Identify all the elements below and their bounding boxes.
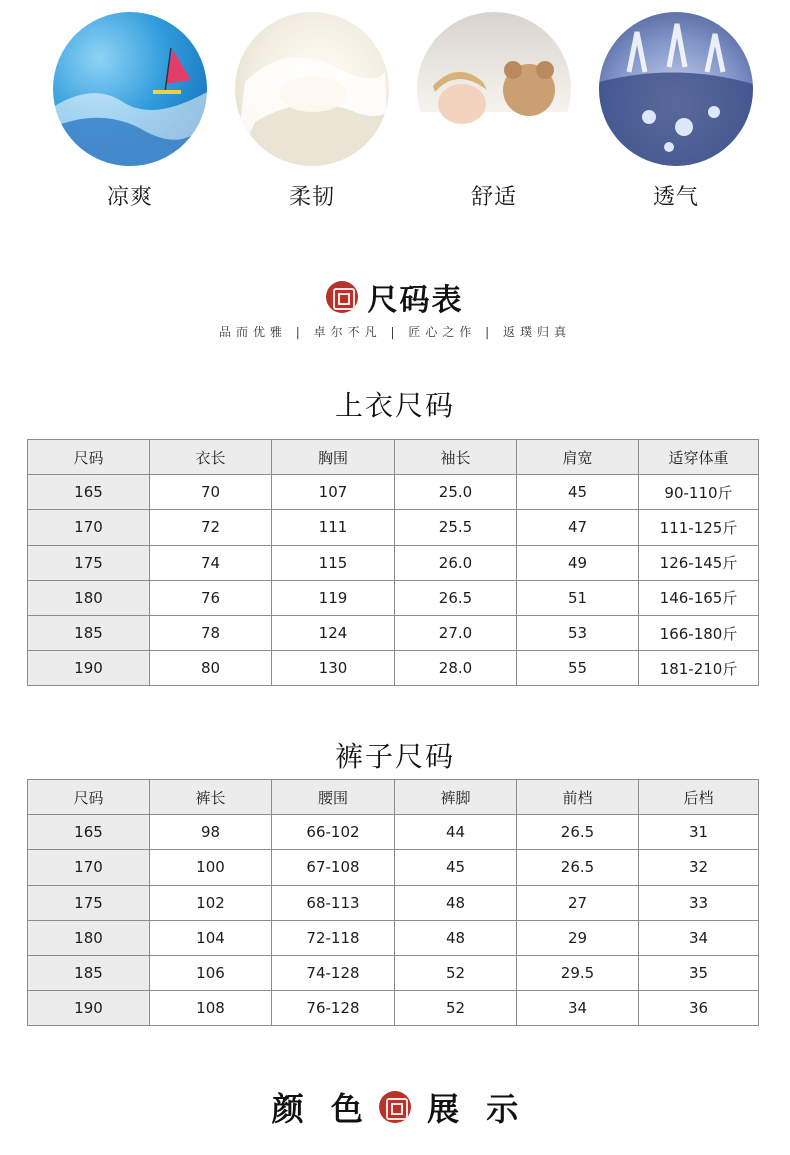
table-cell: 25.0: [395, 475, 517, 510]
table-row: [28, 475, 759, 510]
table-cell: 108: [150, 991, 272, 1026]
size-chart-tagline: 品而优雅 | 卓尔不凡 | 匠心之作 | 返璞归真: [218, 325, 572, 339]
table-cell: 51: [517, 580, 639, 615]
table-cell: 166-180斤: [639, 615, 759, 650]
table-cell: 52: [395, 991, 517, 1026]
table-cell: 107: [272, 475, 395, 510]
table-cell: 175: [28, 545, 150, 580]
table-cell: 74-128: [272, 955, 395, 990]
feature-comfort: [414, 12, 574, 211]
table-cell: 66-102: [272, 815, 395, 850]
table-cell: 68-113: [272, 885, 395, 920]
feature-row: [0, 0, 790, 220]
table-cell: 49: [517, 545, 639, 580]
table-cell: 29.5: [517, 955, 639, 990]
heading-char: 展: [427, 1090, 460, 1128]
table-cell: 180: [28, 580, 150, 615]
table-cell: 185: [28, 955, 150, 990]
table-cell: 48: [395, 885, 517, 920]
header-cell: 裤长: [150, 780, 272, 815]
feature-breathable: [596, 12, 756, 211]
table-cell: 36: [639, 991, 759, 1026]
table-cell: 32: [639, 850, 759, 885]
table-cell: 26.5: [395, 580, 517, 615]
header-cell: 尺码: [28, 440, 150, 475]
feature-label: 透气: [652, 185, 699, 210]
heading-char: 颜: [271, 1090, 304, 1128]
table-cell: 67-108: [272, 850, 395, 885]
table-cell: 180: [28, 920, 150, 955]
table-cell: 111-125斤: [639, 510, 759, 545]
table-cell: 26.5: [517, 850, 639, 885]
table-cell: 27: [517, 885, 639, 920]
table-row: [28, 885, 759, 920]
table-cell: 119: [272, 580, 395, 615]
table-cell: 31: [639, 815, 759, 850]
table-cell: 34: [517, 991, 639, 1026]
table-cell: 25.5: [395, 510, 517, 545]
table-row: [28, 850, 759, 885]
feature-cool: [50, 12, 210, 211]
table-cell: 53: [517, 615, 639, 650]
table-cell: 74: [150, 545, 272, 580]
table-cell: 126-145斤: [639, 545, 759, 580]
table-cell: 78: [150, 615, 272, 650]
table-cell: 104: [150, 920, 272, 955]
table-cell: 76: [150, 580, 272, 615]
table-cell: 26.5: [517, 815, 639, 850]
table-cell: 90-110斤: [639, 475, 759, 510]
header-cell: 胸围: [272, 440, 395, 475]
feature-soft: [232, 12, 392, 211]
table-cell: 72: [150, 510, 272, 545]
surf-wave-image: [53, 12, 207, 166]
header-cell: 腰围: [272, 780, 395, 815]
header-cell: 肩宽: [517, 440, 639, 475]
table-cell: 76-128: [272, 991, 395, 1026]
table-row: [28, 580, 759, 615]
table-cell: 102: [150, 885, 272, 920]
table-cell: 28.0: [395, 651, 517, 686]
table-cell: 124: [272, 615, 395, 650]
header-cell: 后档: [639, 780, 759, 815]
table-cell: 190: [28, 991, 150, 1026]
color-display-heading: [0, 1084, 790, 1130]
table-cell: 130: [272, 651, 395, 686]
table-row: [28, 815, 759, 850]
top-table-title: 上衣尺码: [334, 389, 455, 422]
table-cell: 185: [28, 615, 150, 650]
heading-char: 示: [486, 1090, 519, 1128]
table-cell: 52: [395, 955, 517, 990]
table-cell: 26.0: [395, 545, 517, 580]
seal-icon: [326, 281, 358, 313]
feature-label: 舒适: [470, 185, 517, 210]
table-cell: 100: [150, 850, 272, 885]
table-row: [28, 955, 759, 990]
top-size-table: [27, 439, 759, 686]
table-cell: 165: [28, 475, 150, 510]
table-cell: 146-165斤: [639, 580, 759, 615]
table-cell: 45: [517, 475, 639, 510]
feature-label: 凉爽: [106, 185, 153, 210]
size-chart-title: 尺码表: [367, 283, 464, 318]
sleeping-child-image: [417, 12, 571, 166]
table-header-row: [28, 440, 759, 475]
table-cell: 27.0: [395, 615, 517, 650]
table-row: [28, 545, 759, 580]
header-cell: 前档: [517, 780, 639, 815]
table-cell: 72-118: [272, 920, 395, 955]
table-cell: 190: [28, 651, 150, 686]
header-cell: 衣长: [150, 440, 272, 475]
table-cell: 170: [28, 850, 150, 885]
table-cell: 98: [150, 815, 272, 850]
table-header-row: [28, 780, 759, 815]
pants-table-title: 裤子尺码: [334, 740, 455, 773]
heading-char: 色: [330, 1090, 363, 1128]
table-cell: 35: [639, 955, 759, 990]
breathable-mesh-image: [599, 12, 753, 166]
table-cell: 115: [272, 545, 395, 580]
table-cell: 80: [150, 651, 272, 686]
table-row: [28, 615, 759, 650]
table-cell: 34: [639, 920, 759, 955]
feature-label: 柔韧: [288, 185, 335, 210]
size-chart-heading: [0, 275, 790, 319]
table-cell: 175: [28, 885, 150, 920]
table-row: [28, 991, 759, 1026]
seal-icon: [379, 1091, 411, 1123]
table-cell: 33: [639, 885, 759, 920]
table-cell: 106: [150, 955, 272, 990]
table-cell: 170: [28, 510, 150, 545]
table-cell: 44: [395, 815, 517, 850]
table-cell: 47: [517, 510, 639, 545]
table-cell: 55: [517, 651, 639, 686]
soft-fabric-image: [235, 12, 389, 166]
table-cell: 111: [272, 510, 395, 545]
table-cell: 45: [395, 850, 517, 885]
header-cell: 袖长: [395, 440, 517, 475]
table-row: [28, 651, 759, 686]
table-cell: 48: [395, 920, 517, 955]
table-cell: 181-210斤: [639, 651, 759, 686]
table-cell: 165: [28, 815, 150, 850]
header-cell: 尺码: [28, 780, 150, 815]
header-cell: 适穿体重: [639, 440, 759, 475]
table-cell: 29: [517, 920, 639, 955]
table-row: [28, 920, 759, 955]
table-cell: 70: [150, 475, 272, 510]
pants-size-table: [27, 779, 759, 1026]
header-cell: 裤脚: [395, 780, 517, 815]
table-row: [28, 510, 759, 545]
